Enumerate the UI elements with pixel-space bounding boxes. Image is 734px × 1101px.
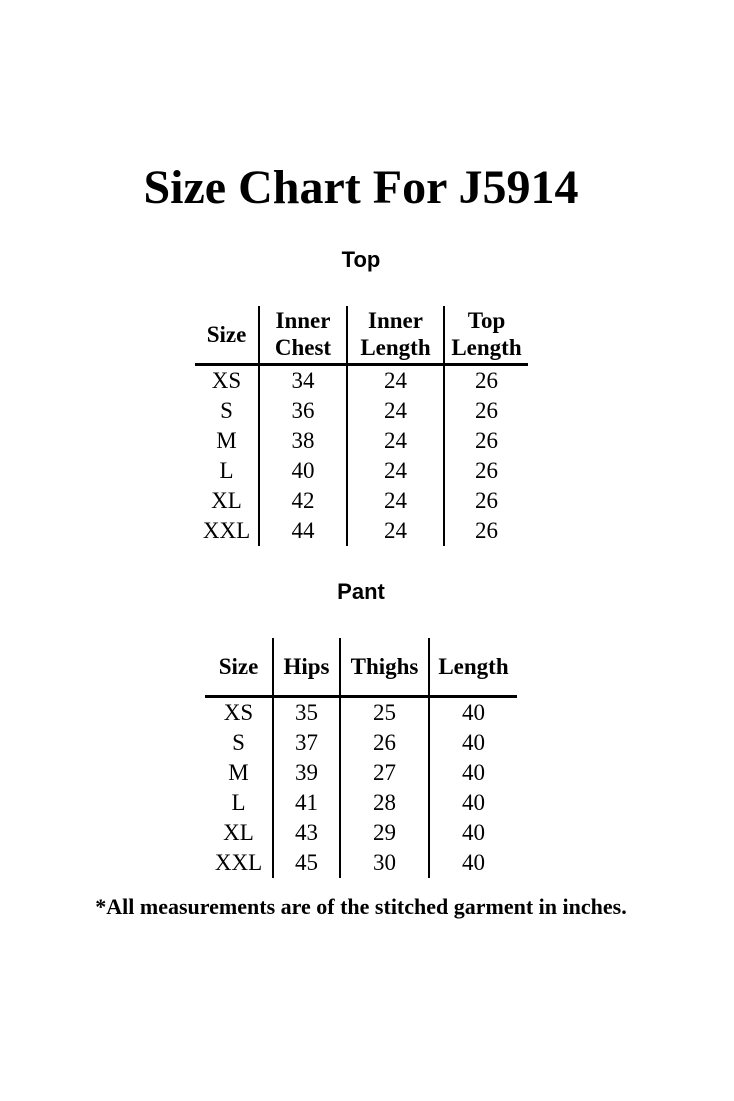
size-cell: XXL	[202, 517, 251, 543]
size-cell: L	[231, 789, 246, 815]
top-length-cell: 26	[444, 486, 528, 516]
size-cell: XL	[211, 487, 242, 513]
hips-cell: 37	[273, 728, 340, 758]
size-cell: L	[219, 457, 234, 483]
top-length-cell: 26	[444, 516, 528, 546]
length-cell: 40	[429, 728, 517, 758]
top-header-inner-chest: Inner Chest	[259, 306, 347, 364]
hips-cell: 43	[273, 818, 340, 848]
table-row	[205, 728, 517, 758]
inner-chest-cell: 44	[259, 516, 347, 546]
thighs-cell: 30	[340, 848, 429, 878]
table-row	[205, 758, 517, 788]
pant-size-table	[205, 638, 517, 878]
size-cell: M	[216, 427, 237, 453]
top-header-size: Size	[195, 306, 259, 364]
length-cell: 40	[429, 758, 517, 788]
top-header-top-length: Top Length	[444, 306, 528, 364]
table-row	[195, 516, 528, 546]
pant-header-hips: Hips	[273, 638, 340, 696]
size-cell: XL	[223, 819, 254, 845]
hips-cell: 41	[273, 788, 340, 818]
table-row	[195, 396, 528, 426]
length-cell: 40	[429, 818, 517, 848]
size-cell: XS	[223, 699, 254, 725]
size-cell: XS	[211, 367, 242, 393]
footnote: *All measurements are of the stitched garment in inches.	[95, 894, 627, 919]
length-cell: 40	[429, 788, 517, 818]
size-cell: M	[228, 759, 249, 785]
pant-section-title: Pant	[337, 579, 385, 604]
thighs-cell: 27	[340, 758, 429, 788]
thighs-cell: 26	[340, 728, 429, 758]
pant-header-thighs: Thighs	[340, 638, 429, 696]
table-row	[195, 486, 528, 516]
pant-header-size: Size	[205, 638, 273, 696]
inner-chest-cell: 36	[259, 396, 347, 426]
inner-length-cell: 24	[347, 456, 444, 486]
inner-length-cell: 24	[347, 364, 444, 396]
length-cell: 40	[429, 848, 517, 878]
page-title: Size Chart For J5914	[143, 161, 579, 214]
table-row	[195, 426, 528, 456]
table-row	[195, 456, 528, 486]
length-cell: 40	[429, 696, 517, 728]
inner-length-cell: 24	[347, 396, 444, 426]
hips-cell: 39	[273, 758, 340, 788]
inner-chest-cell: 40	[259, 456, 347, 486]
hips-cell: 35	[273, 696, 340, 728]
top-length-cell: 26	[444, 456, 528, 486]
table-row	[205, 848, 517, 878]
top-length-cell: 26	[444, 396, 528, 426]
top-section-title: Top	[341, 247, 381, 272]
table-row	[205, 818, 517, 848]
top-length-cell: 26	[444, 364, 528, 396]
top-size-table	[195, 306, 528, 546]
size-cell: XXL	[214, 849, 263, 875]
inner-length-cell: 24	[347, 516, 444, 546]
thighs-cell: 29	[340, 818, 429, 848]
pant-header-length: Length	[429, 638, 517, 696]
table-row	[195, 364, 528, 396]
inner-chest-cell: 38	[259, 426, 347, 456]
size-cell: S	[232, 729, 245, 755]
inner-length-cell: 24	[347, 426, 444, 456]
inner-chest-cell: 42	[259, 486, 347, 516]
thighs-cell: 25	[340, 696, 429, 728]
top-header-inner-length: Inner Length	[347, 306, 444, 364]
size-cell: S	[220, 397, 233, 423]
top-length-cell: 26	[444, 426, 528, 456]
table-row	[205, 788, 517, 818]
thighs-cell: 28	[340, 788, 429, 818]
inner-chest-cell: 34	[259, 364, 347, 396]
table-row	[205, 696, 517, 728]
inner-length-cell: 24	[347, 486, 444, 516]
hips-cell: 45	[273, 848, 340, 878]
